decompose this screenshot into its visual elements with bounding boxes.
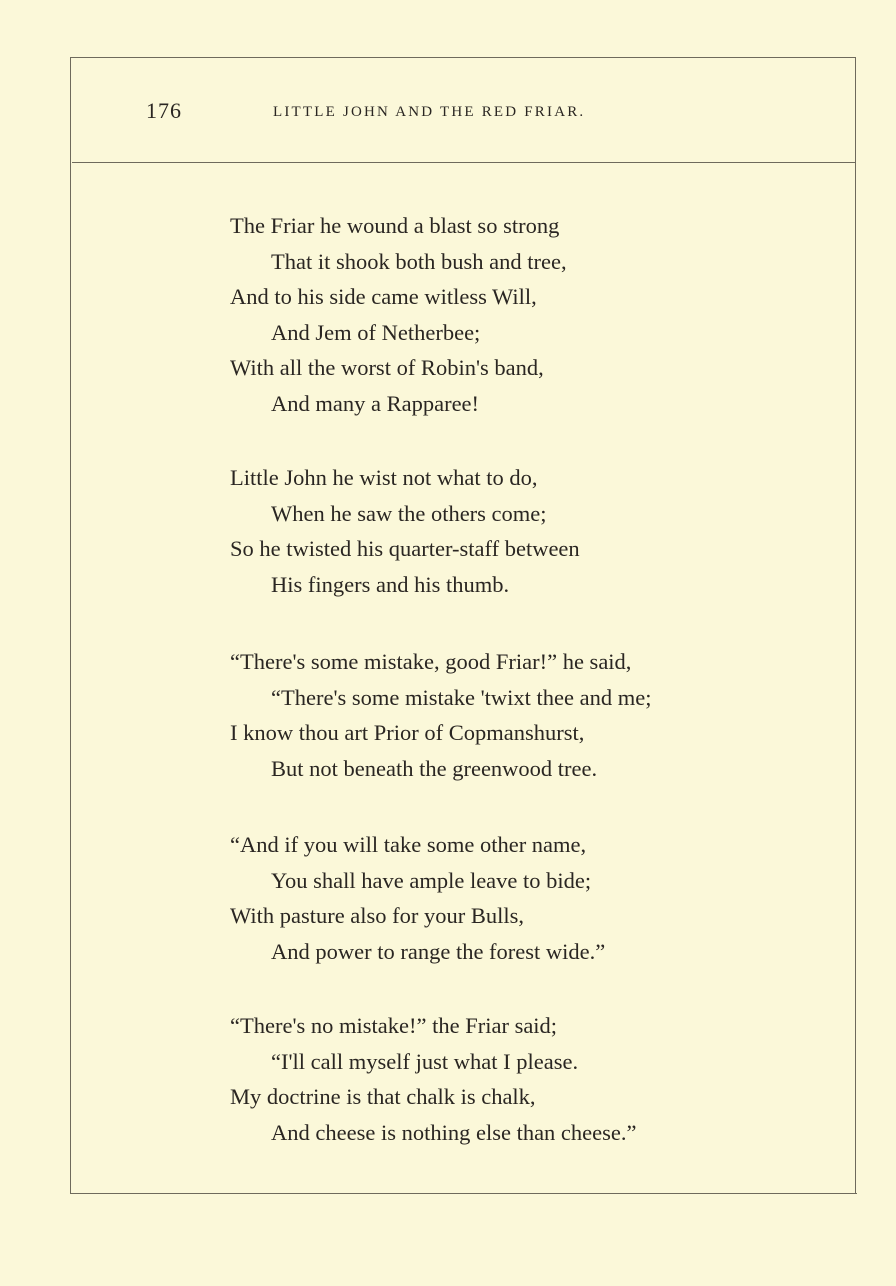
poem-line: And to his side came witless Will, [230,284,537,310]
poem-line: The Friar he wound a blast so strong [230,213,560,238]
poem-line: My doctrine is that chalk is chalk, [230,1084,536,1110]
poem-line: You shall have ample leave to bide; [271,867,592,893]
poem-line: With pasture also for your Bulls, [230,903,525,929]
running-title: LITTLE JOHN AND THE RED FRIAR. [273,104,586,120]
right-frame-rule [855,57,856,1194]
poem-line: Little John he wist not what to do, [230,465,538,490]
poem-line: And many a Rapparee! [271,390,480,416]
stanza [230,827,605,969]
poem-line: “There's no mistake!” the Friar said; [230,1013,558,1038]
poem-line: But not beneath the greenwood tree. [271,755,598,781]
poem-line: I know thou art Prior of Copmanshurst, [230,720,585,746]
poem-line: “There's some mistake 'twixt thee and me; [271,684,652,710]
stanza [230,460,580,602]
top-frame-rule [70,57,855,58]
poem-line: “And if you will take some other name, [230,832,587,857]
poem-line: That it shook both bush and tree, [271,248,567,274]
stanza [230,208,567,422]
poem-line: And power to range the forest wide.” [271,938,606,964]
poem-line: “I'll call myself just what I please. [271,1048,579,1074]
poem-line: With all the worst of Robin's band, [230,355,544,381]
poem-line: “There's some mistake, good Friar!” he said, [230,649,632,674]
page-number: 176 [146,98,182,123]
stanza [230,644,652,786]
header-divider-rule [72,162,855,163]
poem-line: And Jem of Netherbee; [271,319,481,345]
poem-line: When he saw the others come; [271,500,547,526]
bottom-frame-rule [70,1193,857,1194]
stanza [230,1008,637,1150]
left-frame-rule [70,57,71,1194]
poem-line: So he twisted his quarter-staff between [230,536,580,562]
poem-line: And cheese is nothing else than cheese.” [271,1119,637,1145]
poem-line: His fingers and his thumb. [271,571,510,597]
